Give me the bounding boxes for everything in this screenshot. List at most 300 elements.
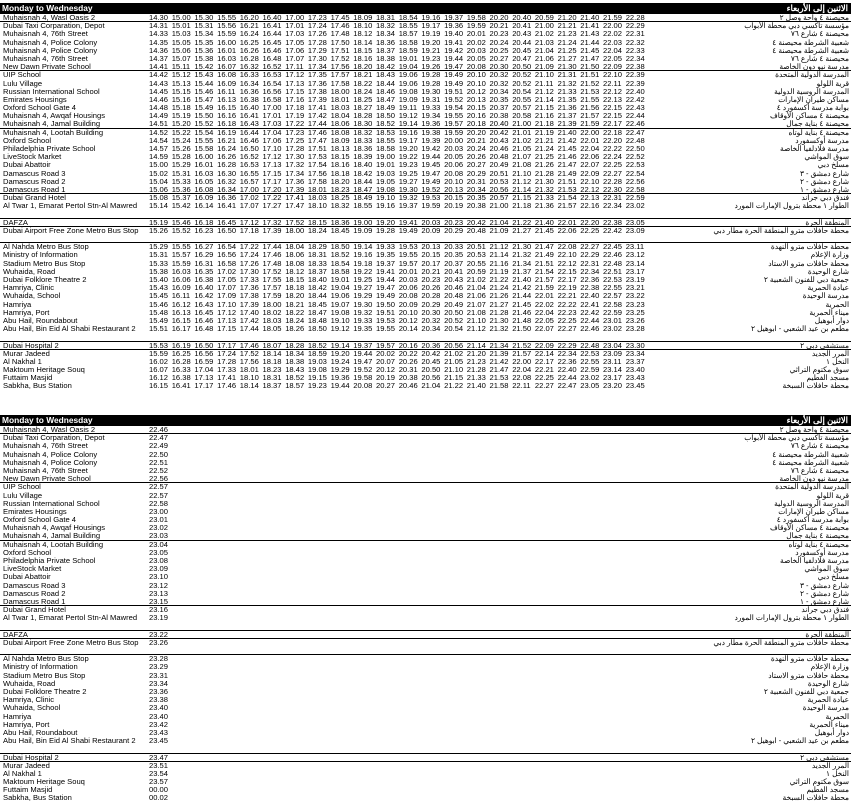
departure-time: 15.37 bbox=[171, 193, 191, 203]
departure-time: 21.32 bbox=[489, 324, 509, 334]
departure-time: 22.42 bbox=[603, 225, 623, 235]
table-row bbox=[0, 451, 851, 459]
departure-time: 15.02 bbox=[149, 168, 169, 178]
departure-time: 19.10 bbox=[376, 193, 396, 203]
departure-time: 18.47 bbox=[353, 184, 373, 194]
departure-time: 17.39 bbox=[307, 94, 327, 104]
departure-time: 20.15 bbox=[444, 193, 464, 203]
departure-time: 16.38 bbox=[171, 373, 191, 383]
table-row bbox=[0, 786, 851, 794]
departure-time: 23.38 bbox=[149, 695, 169, 705]
departure-time: 17.00 bbox=[262, 103, 282, 113]
departure-time: 21.24 bbox=[489, 283, 509, 293]
departure-time: 17.44 bbox=[239, 324, 259, 334]
departure-time: 18.14 bbox=[239, 381, 259, 391]
departure-time: 16.21 bbox=[239, 21, 259, 31]
departure-time: 16.32 bbox=[239, 62, 259, 72]
stop-name-ar: محطة حافلات مترو النهدة bbox=[770, 242, 849, 252]
departure-time: 17.22 bbox=[285, 119, 305, 129]
stop-name-en: Damascus Road 3 bbox=[3, 580, 66, 590]
departure-time: 20.13 bbox=[444, 184, 464, 194]
stop-name-ar: مساكن طيران الإمارات bbox=[778, 94, 849, 104]
departure-time: 15.29 bbox=[149, 242, 169, 252]
departure-time: 22.05 bbox=[534, 315, 554, 325]
departure-time: 22.18 bbox=[603, 127, 623, 137]
departure-time: 17.59 bbox=[262, 291, 282, 301]
departure-time: 19.08 bbox=[376, 184, 396, 194]
departure-time: 20.10 bbox=[466, 78, 486, 88]
departure-time: 22.20 bbox=[603, 135, 623, 145]
departure-time: 22.27 bbox=[603, 168, 623, 178]
departure-time: 17.07 bbox=[239, 201, 259, 211]
departure-time: 21.30 bbox=[512, 242, 532, 252]
departure-time: 20.31 bbox=[466, 176, 486, 186]
departure-time: 21.40 bbox=[557, 127, 577, 137]
stop-name-ar: الطوار ١ محطة بترول الإمارات المورد bbox=[734, 201, 849, 211]
departure-time: 20.14 bbox=[398, 324, 418, 334]
departure-time: 20.49 bbox=[489, 160, 509, 170]
departure-time: 21.21 bbox=[534, 135, 554, 145]
departure-time: 19.01 bbox=[376, 160, 396, 170]
departure-time: 23.37 bbox=[625, 356, 645, 366]
departure-time: 18.52 bbox=[376, 119, 396, 129]
departure-time: 20.44 bbox=[512, 37, 532, 47]
stop-name-en: Dubai Airport Free Zone Metro Bus Stop bbox=[3, 225, 139, 235]
departure-time: 19.33 bbox=[421, 103, 441, 113]
departure-time: 22.04 bbox=[512, 365, 532, 375]
departure-time: 23.05 bbox=[625, 217, 645, 227]
stop-name-en: Dubai Folklore Theatre 2 bbox=[3, 687, 87, 697]
departure-time: 22.06 bbox=[580, 152, 600, 162]
stop-name-ar: محطة حافلات مترو المنطقة الحرة مطار دبي bbox=[713, 637, 849, 647]
departure-time: 23.43 bbox=[149, 727, 169, 737]
departure-time: 21.14 bbox=[466, 340, 486, 350]
departure-time: 16.09 bbox=[217, 78, 237, 88]
departure-time: 16.45 bbox=[194, 307, 214, 317]
departure-time: 18.32 bbox=[376, 21, 396, 31]
departure-time: 18.40 bbox=[353, 160, 373, 170]
departure-time: 20.18 bbox=[466, 119, 486, 129]
stop-name-ar: مدرسة فلادلفيا الخاصة bbox=[780, 556, 849, 565]
departure-time: 16.11 bbox=[171, 291, 191, 301]
departure-time: 15.24 bbox=[171, 135, 191, 145]
departure-time: 16.53 bbox=[262, 70, 282, 80]
departure-time: 22.04 bbox=[603, 45, 623, 55]
stop-name-en: Murar Jadeed bbox=[3, 760, 50, 770]
departure-time: 20.48 bbox=[444, 291, 464, 301]
departure-time: 19.50 bbox=[376, 299, 396, 309]
departure-time: 20.57 bbox=[489, 193, 509, 203]
departure-time: 20.46 bbox=[398, 381, 418, 391]
departure-time: 19.09 bbox=[353, 225, 373, 235]
departure-time: 19.23 bbox=[398, 160, 418, 170]
departure-time: 18.55 bbox=[376, 135, 396, 145]
stop-name-en: Hamriya, Clinic bbox=[3, 695, 55, 705]
departure-time: 21.47 bbox=[557, 160, 577, 170]
departure-time: 18.04 bbox=[330, 111, 350, 121]
stop-name-en: Muhaisnah 4, 76th Street bbox=[3, 441, 88, 451]
departure-time: 15.26 bbox=[171, 144, 191, 153]
stop-name-ar: المرر الجديد bbox=[811, 348, 849, 358]
departure-time: 22.27 bbox=[534, 381, 554, 391]
departure-time: 17.10 bbox=[262, 144, 282, 153]
departure-time: 21.59 bbox=[534, 283, 554, 293]
departure-time: 20.03 bbox=[466, 45, 486, 55]
departure-time: 16.56 bbox=[194, 348, 214, 358]
departure-time: 17.01 bbox=[285, 21, 305, 31]
departure-time: 17.00 bbox=[285, 13, 305, 22]
departure-time: 17.44 bbox=[262, 242, 282, 252]
departure-time: 14.33 bbox=[149, 29, 169, 39]
departure-time: 16.11 bbox=[217, 86, 236, 96]
departure-time: 16.38 bbox=[239, 94, 259, 104]
departure-time: 20.53 bbox=[489, 176, 509, 186]
departure-time: 16.50 bbox=[239, 144, 259, 153]
departure-time: 19.25 bbox=[353, 275, 373, 285]
departure-time: 21.32 bbox=[512, 250, 532, 260]
stop-name-ar: شارع الوحيدة bbox=[807, 678, 849, 688]
departure-time: 20.27 bbox=[466, 160, 486, 170]
departure-time: 17.13 bbox=[285, 78, 305, 88]
departure-time: 20.38 bbox=[466, 201, 486, 211]
departure-time: 14.35 bbox=[149, 37, 169, 47]
departure-time: 17.29 bbox=[307, 45, 327, 55]
departure-time: 17.02 bbox=[239, 193, 259, 203]
departure-time: 21.57 bbox=[512, 348, 532, 358]
departure-time: 18.00 bbox=[285, 225, 305, 235]
departure-time: 20.59 bbox=[466, 266, 486, 276]
departure-time: 19.47 bbox=[353, 356, 373, 366]
departure-time: 16.01 bbox=[217, 45, 237, 55]
departure-time: 16.00 bbox=[217, 37, 237, 47]
departure-time: 21.09 bbox=[489, 225, 509, 235]
stop-name-ar: محيصنة ٤ بناية لوتاه bbox=[788, 127, 849, 137]
departure-time: 18.43 bbox=[285, 365, 305, 375]
departure-time: 17.13 bbox=[194, 373, 214, 383]
departure-time: 21.14 bbox=[489, 250, 509, 260]
table-row bbox=[0, 442, 851, 450]
departure-time: 22.16 bbox=[580, 201, 600, 211]
departure-time: 17.39 bbox=[285, 184, 305, 194]
departure-time: 21.10 bbox=[534, 70, 554, 80]
header-title-ar: الاثنين إلى الأربعاء bbox=[786, 415, 848, 425]
departure-time: 17.24 bbox=[217, 348, 237, 358]
table-row bbox=[0, 721, 851, 729]
departure-time: 20.13 bbox=[421, 242, 441, 252]
departure-time: 22.31 bbox=[625, 29, 645, 39]
departure-time: 17.24 bbox=[307, 21, 327, 31]
table-row bbox=[0, 680, 851, 688]
departure-time: 16.24 bbox=[217, 144, 237, 153]
stop-name-en: Dubai Grand Hotel bbox=[3, 193, 66, 203]
departure-time: 22.29 bbox=[557, 340, 577, 350]
departure-time: 22.51 bbox=[149, 457, 169, 467]
departure-time: 17.48 bbox=[262, 258, 282, 268]
departure-time: 17.48 bbox=[330, 29, 350, 39]
departure-time: 21.09 bbox=[534, 62, 554, 72]
stop-name-en: Oxford School Gate 4 bbox=[3, 103, 77, 113]
departure-time: 18.46 bbox=[376, 86, 396, 96]
departure-time: 22.42 bbox=[625, 94, 645, 104]
departure-time: 16.46 bbox=[194, 315, 214, 325]
stop-name-en: Russian International School bbox=[3, 498, 100, 508]
departure-time: 19.28 bbox=[421, 78, 441, 88]
departure-time: 20.20 bbox=[489, 13, 509, 22]
stop-name-en: Al Twar 1, Emarat Pertol Stn-Al Mawred bbox=[3, 613, 138, 623]
departure-time: 21.44 bbox=[580, 37, 600, 47]
stop-name-ar: مسلخ دبي bbox=[817, 160, 849, 170]
stop-name-en: Maktoum Heritage Souq bbox=[3, 365, 85, 375]
departure-time: 14.54 bbox=[149, 135, 169, 145]
departure-time: 22.46 bbox=[580, 324, 600, 334]
departure-time: 22.34 bbox=[625, 53, 645, 63]
departure-time: 16.31 bbox=[194, 258, 214, 268]
departure-time: 22.01 bbox=[534, 291, 554, 301]
departure-time: 19.53 bbox=[376, 315, 396, 325]
stop-name-ar: مدرسة نيو دون الخاصة bbox=[779, 62, 849, 72]
departure-time: 14.36 bbox=[149, 45, 169, 55]
table-row bbox=[0, 541, 851, 549]
departure-time: 22.10 bbox=[557, 250, 577, 260]
departure-time: 21.57 bbox=[557, 201, 577, 211]
stop-name-ar: عيادة الحمرية bbox=[807, 283, 849, 293]
departure-time: 18.18 bbox=[285, 283, 305, 293]
departure-time: 22.50 bbox=[625, 144, 645, 153]
stop-name-en: Al Nahda Metro Bus Stop bbox=[3, 654, 89, 664]
departure-time: 18.28 bbox=[285, 340, 305, 350]
departure-time: 20.26 bbox=[398, 356, 418, 366]
departure-time: 19.21 bbox=[421, 45, 441, 55]
departure-time: 23.40 bbox=[149, 703, 169, 713]
departure-time: 15.06 bbox=[149, 184, 169, 194]
departure-time: 17.03 bbox=[262, 119, 282, 129]
departure-time: 22.00 bbox=[580, 127, 600, 137]
departure-time: 17.57 bbox=[330, 70, 350, 80]
departure-time: 16.12 bbox=[171, 299, 191, 309]
departure-time: 20.24 bbox=[466, 144, 486, 153]
stop-name-en: Stadium Metro Bus Stop bbox=[3, 670, 86, 680]
stop-name-en: Dubai Hospital 2 bbox=[3, 340, 59, 350]
stop-name-en: UIP School bbox=[3, 70, 41, 80]
departure-time: 19.14 bbox=[353, 242, 373, 252]
departure-time: 15.57 bbox=[171, 250, 191, 260]
departure-time: 23.34 bbox=[149, 678, 169, 688]
departure-time: 22.31 bbox=[580, 258, 600, 268]
stop-name-en: UIP School bbox=[3, 482, 41, 492]
departure-time: 19.29 bbox=[353, 291, 373, 301]
departure-time: 19.34 bbox=[421, 111, 441, 121]
departure-time: 16.40 bbox=[194, 283, 214, 293]
departure-time: 21.47 bbox=[489, 365, 509, 375]
departure-time: 19.47 bbox=[376, 283, 396, 293]
table-row bbox=[0, 508, 851, 516]
departure-time: 19.06 bbox=[398, 70, 418, 80]
departure-time: 23.57 bbox=[149, 777, 169, 787]
stop-name-ar: مدرسة فلادلفيا الخاصة bbox=[780, 144, 849, 153]
departure-time: 21.47 bbox=[580, 53, 600, 63]
departure-time: 17.13 bbox=[217, 315, 237, 325]
departure-time: 21.28 bbox=[489, 307, 509, 317]
departure-time: 14.57 bbox=[149, 144, 169, 153]
departure-time: 21.27 bbox=[557, 53, 577, 63]
stop-name-ar: شعبية الشرطة محيصنة ٤ bbox=[772, 457, 849, 467]
stop-name-ar: دوار أبوهيل bbox=[814, 315, 849, 325]
stop-name-en: Muhaisnah 4, Wasl Oasis 2 bbox=[3, 13, 96, 22]
departure-time: 21.48 bbox=[512, 315, 532, 325]
stop-name-ar: مدرسة الوحيدة bbox=[802, 291, 849, 301]
departure-time: 23.02 bbox=[625, 201, 645, 211]
stop-name-en: Damascus Road 1 bbox=[3, 596, 66, 606]
table-row bbox=[0, 713, 851, 721]
departure-time: 16.03 bbox=[217, 53, 237, 63]
departure-time: 20.51 bbox=[489, 168, 509, 178]
departure-time: 18.34 bbox=[285, 348, 305, 358]
departure-time: 22.08 bbox=[557, 242, 577, 252]
departure-time: 17.57 bbox=[262, 283, 282, 293]
departure-time: 20.35 bbox=[444, 250, 464, 260]
departure-time: 21.49 bbox=[557, 168, 577, 178]
departure-time: 19.06 bbox=[330, 291, 350, 301]
departure-time: 21.08 bbox=[466, 307, 486, 317]
departure-time: 21.51 bbox=[557, 176, 577, 186]
departure-time: 23.31 bbox=[149, 670, 169, 680]
departure-time: 22.25 bbox=[534, 373, 554, 383]
departure-time: 15.36 bbox=[194, 45, 214, 55]
departure-time: 15.46 bbox=[171, 217, 191, 227]
stop-name-en: Ministry of Information bbox=[3, 662, 78, 672]
departure-time: 23.11 bbox=[625, 242, 645, 252]
departure-time: 22.53 bbox=[580, 348, 600, 358]
departure-time: 21.19 bbox=[489, 266, 509, 276]
departure-time: 18.25 bbox=[353, 94, 373, 104]
departure-time: 20.37 bbox=[444, 258, 464, 268]
departure-time: 21.05 bbox=[444, 356, 464, 366]
departure-time: 16.58 bbox=[262, 94, 282, 104]
departure-time: 19.14 bbox=[330, 340, 350, 350]
departure-time: 15.52 bbox=[194, 119, 214, 129]
departure-time: 22.25 bbox=[603, 160, 623, 170]
departure-time: 22.57 bbox=[149, 490, 169, 500]
departure-time: 19.55 bbox=[444, 111, 464, 121]
departure-time: 21.56 bbox=[580, 103, 600, 113]
departure-time: 18.10 bbox=[239, 373, 259, 383]
departure-time: 22.19 bbox=[557, 283, 577, 293]
departure-time: 18.01 bbox=[330, 94, 350, 104]
departure-time: 16.19 bbox=[171, 340, 191, 350]
timetable-section-2 bbox=[0, 415, 851, 803]
departure-time: 20.32 bbox=[421, 315, 441, 325]
stop-name-ar: مؤسسة تاكسي دبي محطة الأبواب bbox=[744, 21, 849, 31]
departure-time: 18.42 bbox=[307, 283, 327, 293]
departure-time: 17.28 bbox=[307, 37, 327, 47]
departure-time: 22.23 bbox=[557, 307, 577, 317]
departure-time: 19.41 bbox=[376, 266, 396, 276]
departure-time: 15.00 bbox=[149, 160, 169, 170]
departure-time: 23.36 bbox=[149, 687, 169, 697]
departure-time: 22.25 bbox=[557, 315, 577, 325]
departure-time: 18.31 bbox=[262, 373, 282, 383]
departure-time: 17.09 bbox=[217, 291, 237, 301]
departure-time: 16.35 bbox=[194, 266, 214, 276]
departure-time: 21.50 bbox=[512, 324, 532, 334]
stop-name-ar: سوق المواشي bbox=[804, 152, 849, 162]
departure-time: 19.47 bbox=[421, 168, 441, 178]
departure-time: 17.36 bbox=[307, 78, 327, 88]
departure-time: 22.46 bbox=[625, 119, 645, 129]
departure-time: 21.10 bbox=[466, 315, 486, 325]
departure-time: 20.59 bbox=[534, 13, 554, 22]
stop-name-ar: شارع دمشق - ١ bbox=[799, 596, 849, 606]
departure-time: 21.23 bbox=[557, 29, 577, 39]
stop-name-en: Oxford School Gate 4 bbox=[3, 515, 77, 525]
stop-name-ar: قرية اللولو bbox=[816, 78, 849, 88]
departure-time: 20.08 bbox=[398, 291, 418, 301]
departure-time: 17.24 bbox=[239, 250, 259, 260]
table-row bbox=[0, 532, 851, 540]
departure-time: 20.15 bbox=[466, 103, 486, 113]
departure-time: 17.41 bbox=[285, 193, 305, 203]
departure-time: 17.02 bbox=[217, 266, 237, 276]
departure-time: 22.06 bbox=[557, 225, 577, 235]
departure-time: 17.36 bbox=[239, 283, 259, 293]
departure-time: 22.08 bbox=[512, 373, 532, 383]
departure-time: 16.18 bbox=[194, 217, 214, 227]
departure-time: 16.42 bbox=[194, 291, 214, 301]
departure-time: 21.40 bbox=[512, 275, 532, 285]
departure-time: 19.52 bbox=[444, 94, 464, 104]
departure-time: 15.04 bbox=[149, 176, 169, 186]
departure-time: 15.59 bbox=[149, 348, 169, 358]
departure-time: 21.51 bbox=[534, 258, 554, 268]
departure-time: 20.30 bbox=[489, 62, 509, 72]
departure-time: 16.03 bbox=[194, 168, 214, 178]
departure-time: 17.12 bbox=[285, 70, 305, 80]
departure-time: 20.37 bbox=[489, 103, 509, 113]
departure-time: 21.45 bbox=[512, 299, 532, 309]
stop-name-ar: ميناء الحمرية bbox=[809, 307, 849, 317]
departure-time: 19.49 bbox=[376, 291, 396, 301]
departure-time: 21.32 bbox=[557, 78, 577, 88]
departure-time: 22.28 bbox=[603, 176, 623, 186]
departure-time: 18.52 bbox=[330, 250, 350, 260]
stop-name-ar: شعبية الشرطة محيصنة ٤ bbox=[772, 45, 849, 55]
departure-time: 16.34 bbox=[239, 78, 259, 88]
departure-time: 21.30 bbox=[534, 176, 554, 186]
departure-time: 15.22 bbox=[171, 127, 191, 137]
departure-time: 18.57 bbox=[398, 29, 418, 39]
departure-time: 22.59 bbox=[580, 365, 600, 375]
departure-time: 20.42 bbox=[421, 348, 441, 358]
departure-time: 15.43 bbox=[149, 283, 169, 293]
departure-time: 23.19 bbox=[625, 275, 645, 285]
departure-time: 21.39 bbox=[489, 348, 509, 358]
departure-time: 19.33 bbox=[376, 242, 396, 252]
departure-time: 23.45 bbox=[625, 381, 645, 391]
departure-time: 19.44 bbox=[353, 348, 373, 358]
departure-time: 15.56 bbox=[217, 21, 237, 31]
departure-time: 16.27 bbox=[194, 242, 214, 252]
stop-name-ar: سوق مكتوم التراثي bbox=[789, 365, 849, 375]
departure-time: 18.08 bbox=[330, 127, 350, 137]
stop-name-ar: شارع دمشق - ٣ bbox=[799, 580, 849, 590]
departure-time: 19.45 bbox=[421, 160, 441, 170]
departure-time: 21.36 bbox=[534, 201, 554, 211]
stop-name-en: Damascus Road 2 bbox=[3, 176, 66, 186]
departure-time: 16.24 bbox=[239, 29, 259, 39]
departure-time: 20.10 bbox=[444, 176, 464, 186]
stop-name-en: Al Nakhal 1 bbox=[3, 768, 42, 778]
departure-time: 19.00 bbox=[376, 152, 396, 162]
